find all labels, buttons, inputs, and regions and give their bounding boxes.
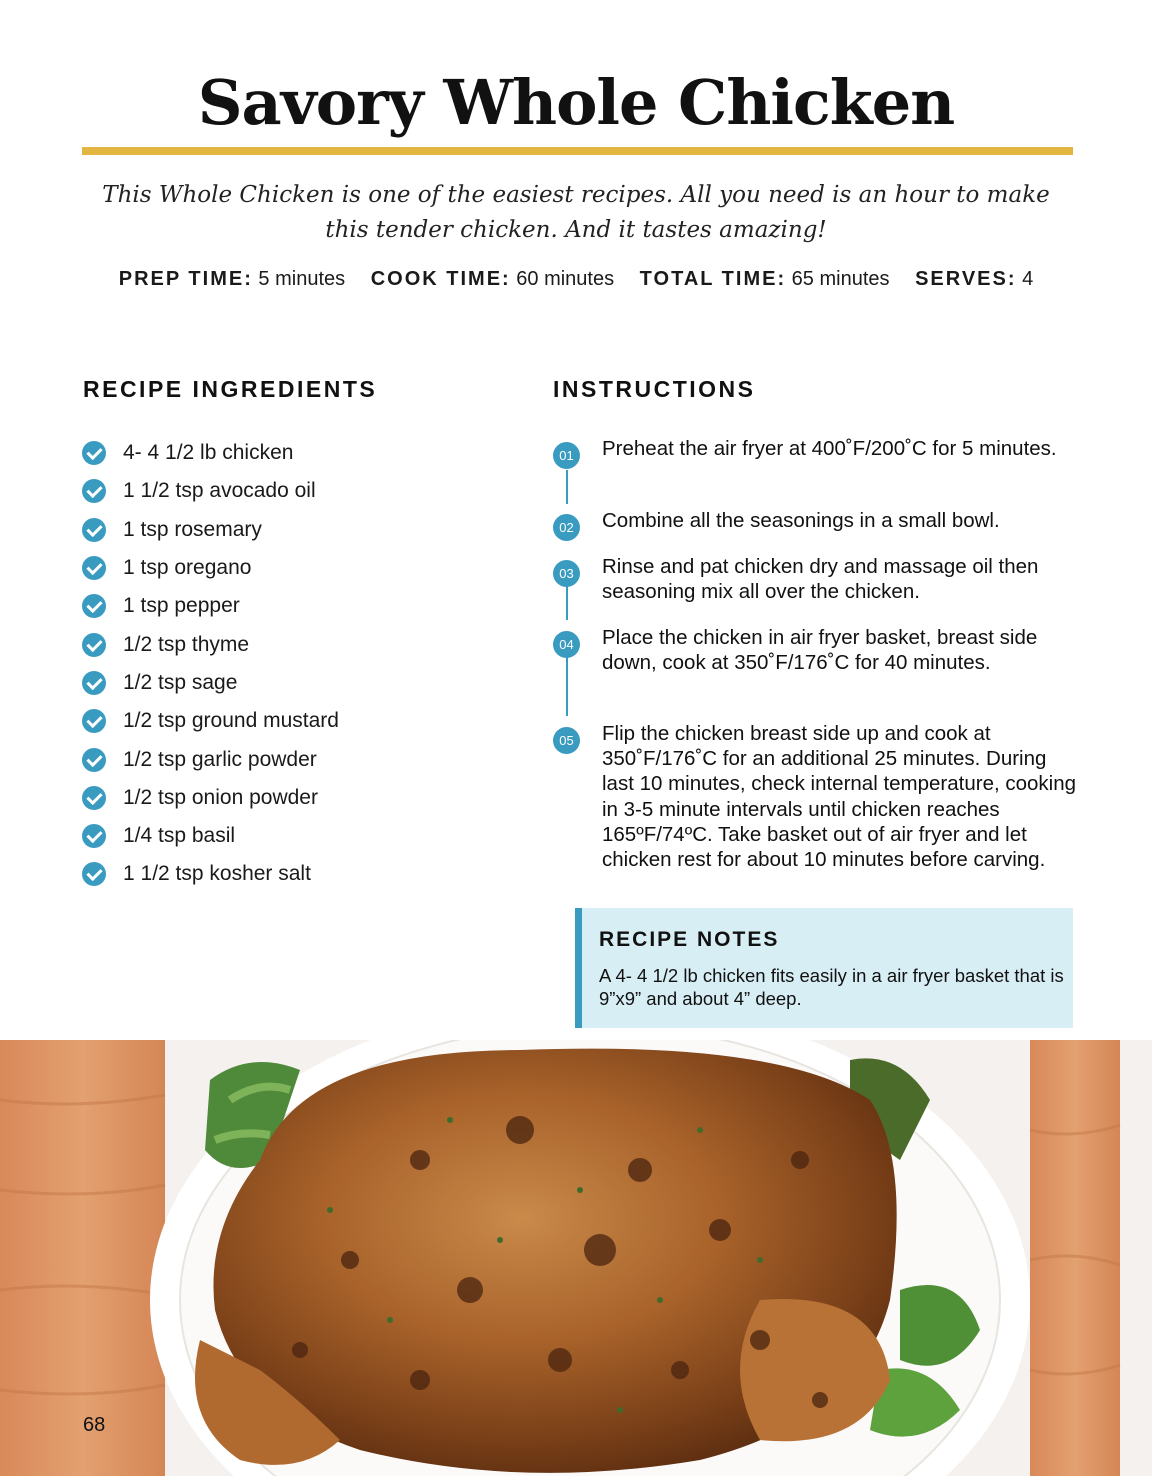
ingredients-heading: RECIPE INGREDIENTS [83, 376, 378, 402]
ingredient-item: 1 1/2 tsp kosher salt [82, 855, 339, 893]
total-time: TOTAL TIME: 65 minutes [639, 268, 890, 290]
chicken-photo [0, 1040, 1152, 1476]
ingredient-item: 1 tsp rosemary [82, 511, 339, 549]
ingredient-item: 4- 4 1/2 lb chicken [82, 434, 339, 472]
step-connector [566, 656, 568, 716]
cook-time: COOK TIME: 60 minutes [370, 268, 615, 290]
check-icon [82, 479, 106, 503]
ingredient-item: 1/2 tsp thyme [82, 625, 339, 663]
step-text: Rinse and pat chicken dry and massage oil then seasoning mix all over the chicken. [602, 555, 1039, 604]
recipe-notes-heading: RECIPE NOTES [599, 928, 780, 951]
check-icon [82, 441, 106, 465]
step-number-badge: 04 [553, 631, 580, 658]
serves: SERVES: 4 [915, 268, 1034, 290]
check-icon [82, 824, 106, 848]
ingredient-item: 1 tsp oregano [82, 549, 339, 587]
check-icon [82, 556, 106, 580]
check-icon [82, 709, 106, 733]
check-icon [82, 786, 106, 810]
step-number-badge: 01 [553, 442, 580, 469]
step-connector [566, 585, 568, 620]
step-number-badge: 02 [553, 514, 580, 541]
check-icon [82, 518, 106, 542]
step-text: Combine all the seasonings in a small bowl. [602, 509, 1000, 532]
ingredient-item: 1/2 tsp garlic powder [82, 740, 339, 778]
ingredient-item: 1/2 tsp onion powder [82, 779, 339, 817]
prep-time: PREP TIME: 5 minutes [118, 268, 346, 290]
page-title: Savory Whole Chicken [197, 66, 955, 139]
check-icon [82, 748, 106, 772]
step-number-badge: 05 [553, 727, 580, 754]
recipe-meta [0, 268, 1152, 291]
check-icon [82, 671, 106, 695]
recipe-notes-box [575, 908, 1073, 1028]
check-icon [82, 862, 106, 886]
recipe-intro: This Whole Chicken is one of the easiest recipes. All you need is an hour to make this tender chicken. And it tastes amazing! [102, 182, 1050, 243]
step-text: Place the chicken in air fryer basket, breast side down, cook at 350˚F/176˚C for 40 minutes. [602, 626, 1038, 675]
step-text: Flip the chicken breast side up and cook at 350˚F/176˚C for an additional 25 minutes. During last 10 minutes, check internal temperature, cooking in 3-5 minute intervals until chicken reaches 165ºF/74ºC. Take basket out of air fryer and let chicken rest for about 10 minutes before carving. [602, 722, 1077, 872]
page-number: 68 [83, 1414, 106, 1436]
step-number-badge: 03 [553, 560, 580, 587]
step-text: Preheat the air fryer at 400˚F/200˚C for 5 minutes. [602, 437, 1057, 460]
title-divider [82, 147, 1073, 155]
ingredient-item: 1 tsp pepper [82, 587, 339, 625]
step-connector [566, 470, 568, 504]
ingredient-item: 1/4 tsp basil [82, 817, 339, 855]
check-icon [82, 633, 106, 657]
ingredients-list [82, 434, 339, 894]
ingredient-item: 1 1/2 tsp avocado oil [82, 472, 339, 510]
ingredient-item: 1/2 tsp ground mustard [82, 702, 339, 740]
check-icon [82, 594, 106, 618]
recipe-notes-text: A 4- 4 1/2 lb chicken fits easily in a air fryer basket that is 9”x9” and about 4” deep. [599, 965, 1064, 1009]
instructions-heading: INSTRUCTIONS [553, 376, 756, 402]
ingredient-item: 1/2 tsp sage [82, 664, 339, 702]
